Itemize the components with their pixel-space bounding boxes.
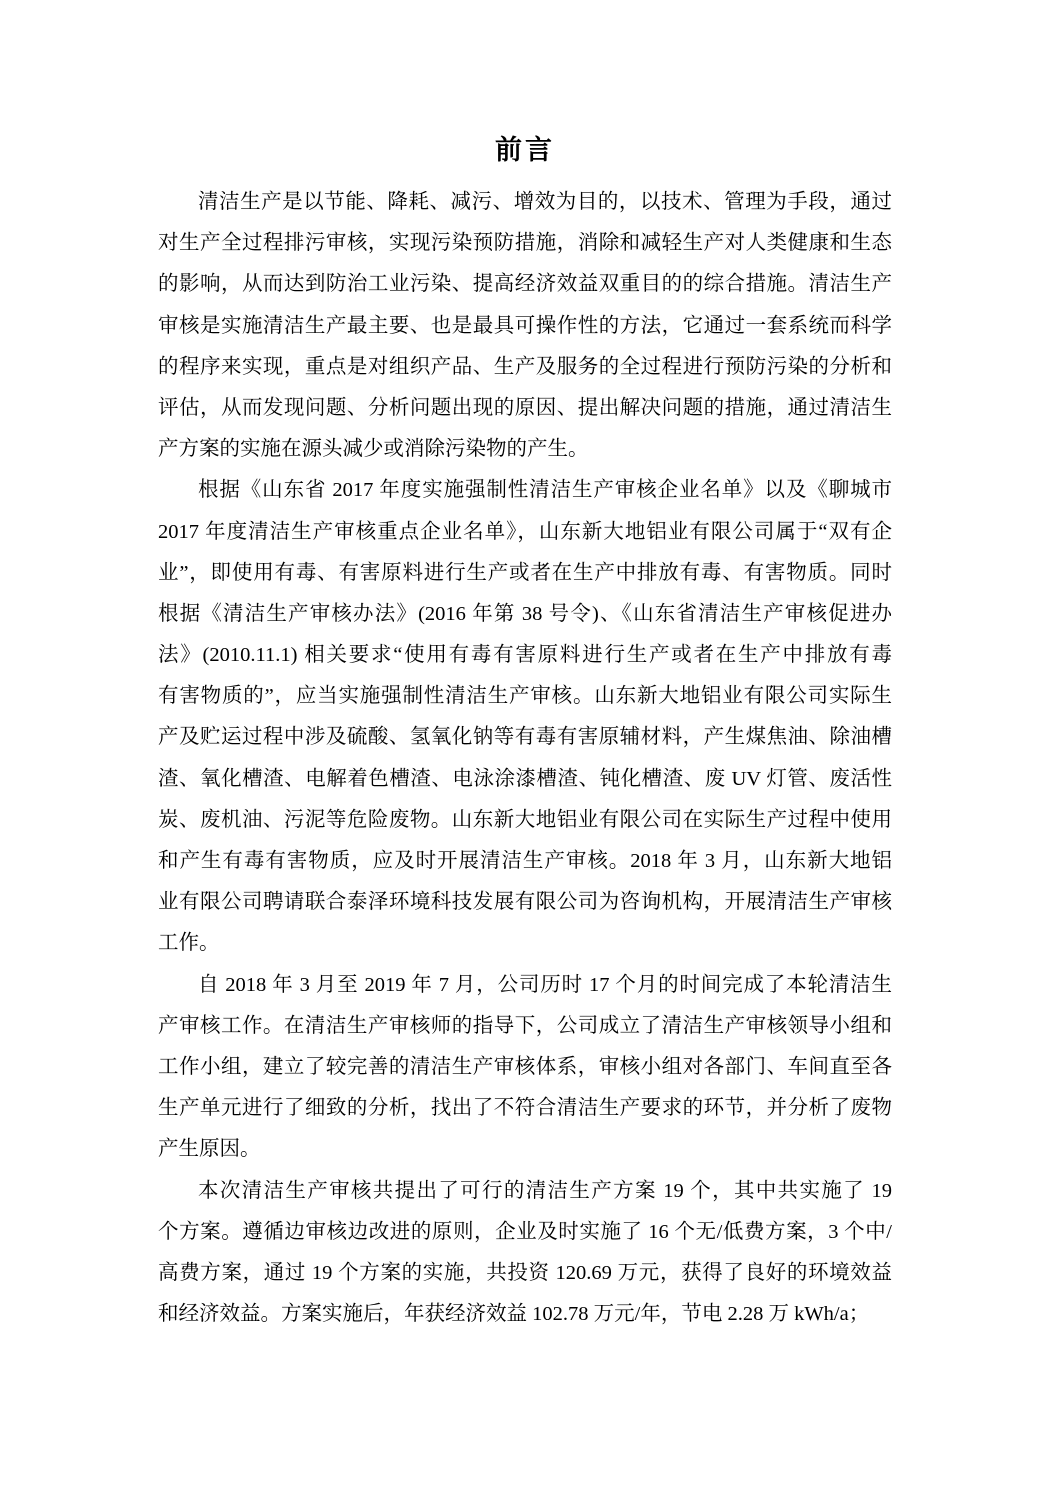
text-line: 业有限公司聘请联合泰泽环境科技发展有限公司为咨询机构，开展清洁生产审核	[158, 891, 892, 914]
text-line: 法》(2010.11.1) 相关要求“使用有毒有害原料进行生产或者在生产中排放有毒	[158, 644, 892, 667]
text-line: 产生原因。	[158, 1138, 261, 1161]
text-line: 工作。	[158, 932, 220, 955]
text-line: 生产单元进行了细致的分析，找出了不符合清洁生产要求的环节，并分析了废物	[158, 1097, 892, 1120]
text-line: 产方案的实施在源头减少或消除污染物的产生。	[158, 438, 589, 461]
text-line: 业”，即使用有毒、有害原料进行生产或者在生产中排放有毒、有害物质。同时	[158, 561, 892, 584]
text-line: 和产生有毒有害物质，应及时开展清洁生产审核。2018 年 3 月，山东新大地铝	[158, 850, 892, 872]
paragraph-3	[158, 965, 892, 1171]
paragraph-4	[158, 1171, 892, 1336]
text-line: 和经济效益。方案实施后，年获经济效益 102.78 万元/年，节电 2.28 万 kWh/a；	[158, 1303, 870, 1326]
paragraph-2	[158, 470, 892, 964]
text-line: 的程序来实现，重点是对组织产品、生产及服务的全过程进行预防污染的分析和	[158, 355, 892, 378]
text-line: 根据《山东省 2017 年度实施强制性清洁生产审核企业名单》以及《聊城市	[198, 479, 892, 502]
page-title: 前言	[495, 135, 555, 165]
text-line: 个方案。遵循边审核边改进的原则，企业及时实施了 16 个无/低费方案，3 个中/	[158, 1220, 892, 1243]
text-line: 工作小组，建立了较完善的清洁生产审核体系，审核小组对各部门、车间直至各	[158, 1055, 892, 1078]
text-line: 产审核工作。在清洁生产审核师的指导下，公司成立了清洁生产审核领导小组和	[158, 1014, 892, 1037]
text-line: 渣、氧化槽渣、电解着色槽渣、电泳涂漆槽渣、钝化槽渣、废 UV 灯管、废活性	[158, 767, 892, 790]
text-line: 有害物质的”，应当实施强制性清洁生产审核。山东新大地铝业有限公司实际生	[158, 685, 892, 708]
text-line: 本次清洁生产审核共提出了可行的清洁生产方案 19 个，其中共实施了 19	[198, 1179, 892, 1202]
text-line: 审核是实施清洁生产最主要、也是最具可操作性的方法，它通过一套系统而科学	[158, 314, 892, 337]
text-line: 产及贮运过程中涉及硫酸、氢氧化钠等有毒有害原辅材料，产生煤焦油、除油槽	[158, 726, 892, 749]
text-line: 根据《清洁生产审核办法》(2016 年第 38 号令)、《山东省清洁生产审核促进办	[158, 602, 892, 625]
text-line: 评估，从而发现问题、分析问题出现的原因、提出解决问题的措施，通过清洁生	[158, 396, 892, 419]
text-line: 自 2018 年 3 月至 2019 年 7 月，公司历时 17 个月的时间完成了本轮清洁生	[198, 973, 892, 996]
text-line: 高费方案，通过 19 个方案的实施，共投资 120.69 万元，获得了良好的环境效益	[158, 1261, 892, 1284]
paragraph-1	[158, 182, 892, 470]
document-body	[158, 182, 892, 1335]
text-line: 炭、废机油、污泥等危险废物。山东新大地铝业有限公司在实际生产过程中使用	[158, 808, 892, 831]
text-line: 清洁生产是以节能、降耗、减污、增效为目的，以技术、管理为手段，通过	[198, 191, 892, 213]
text-line: 的影响，从而达到防治工业污染、提高经济效益双重目的的综合措施。清洁生产	[158, 273, 892, 296]
text-line: 2017 年度清洁生产审核重点企业名单》，山东新大地铝业有限公司属于“双有企	[158, 520, 892, 543]
text-line: 对生产全过程排污审核，实现污染预防措施，消除和减轻生产对人类健康和生态	[158, 232, 892, 255]
